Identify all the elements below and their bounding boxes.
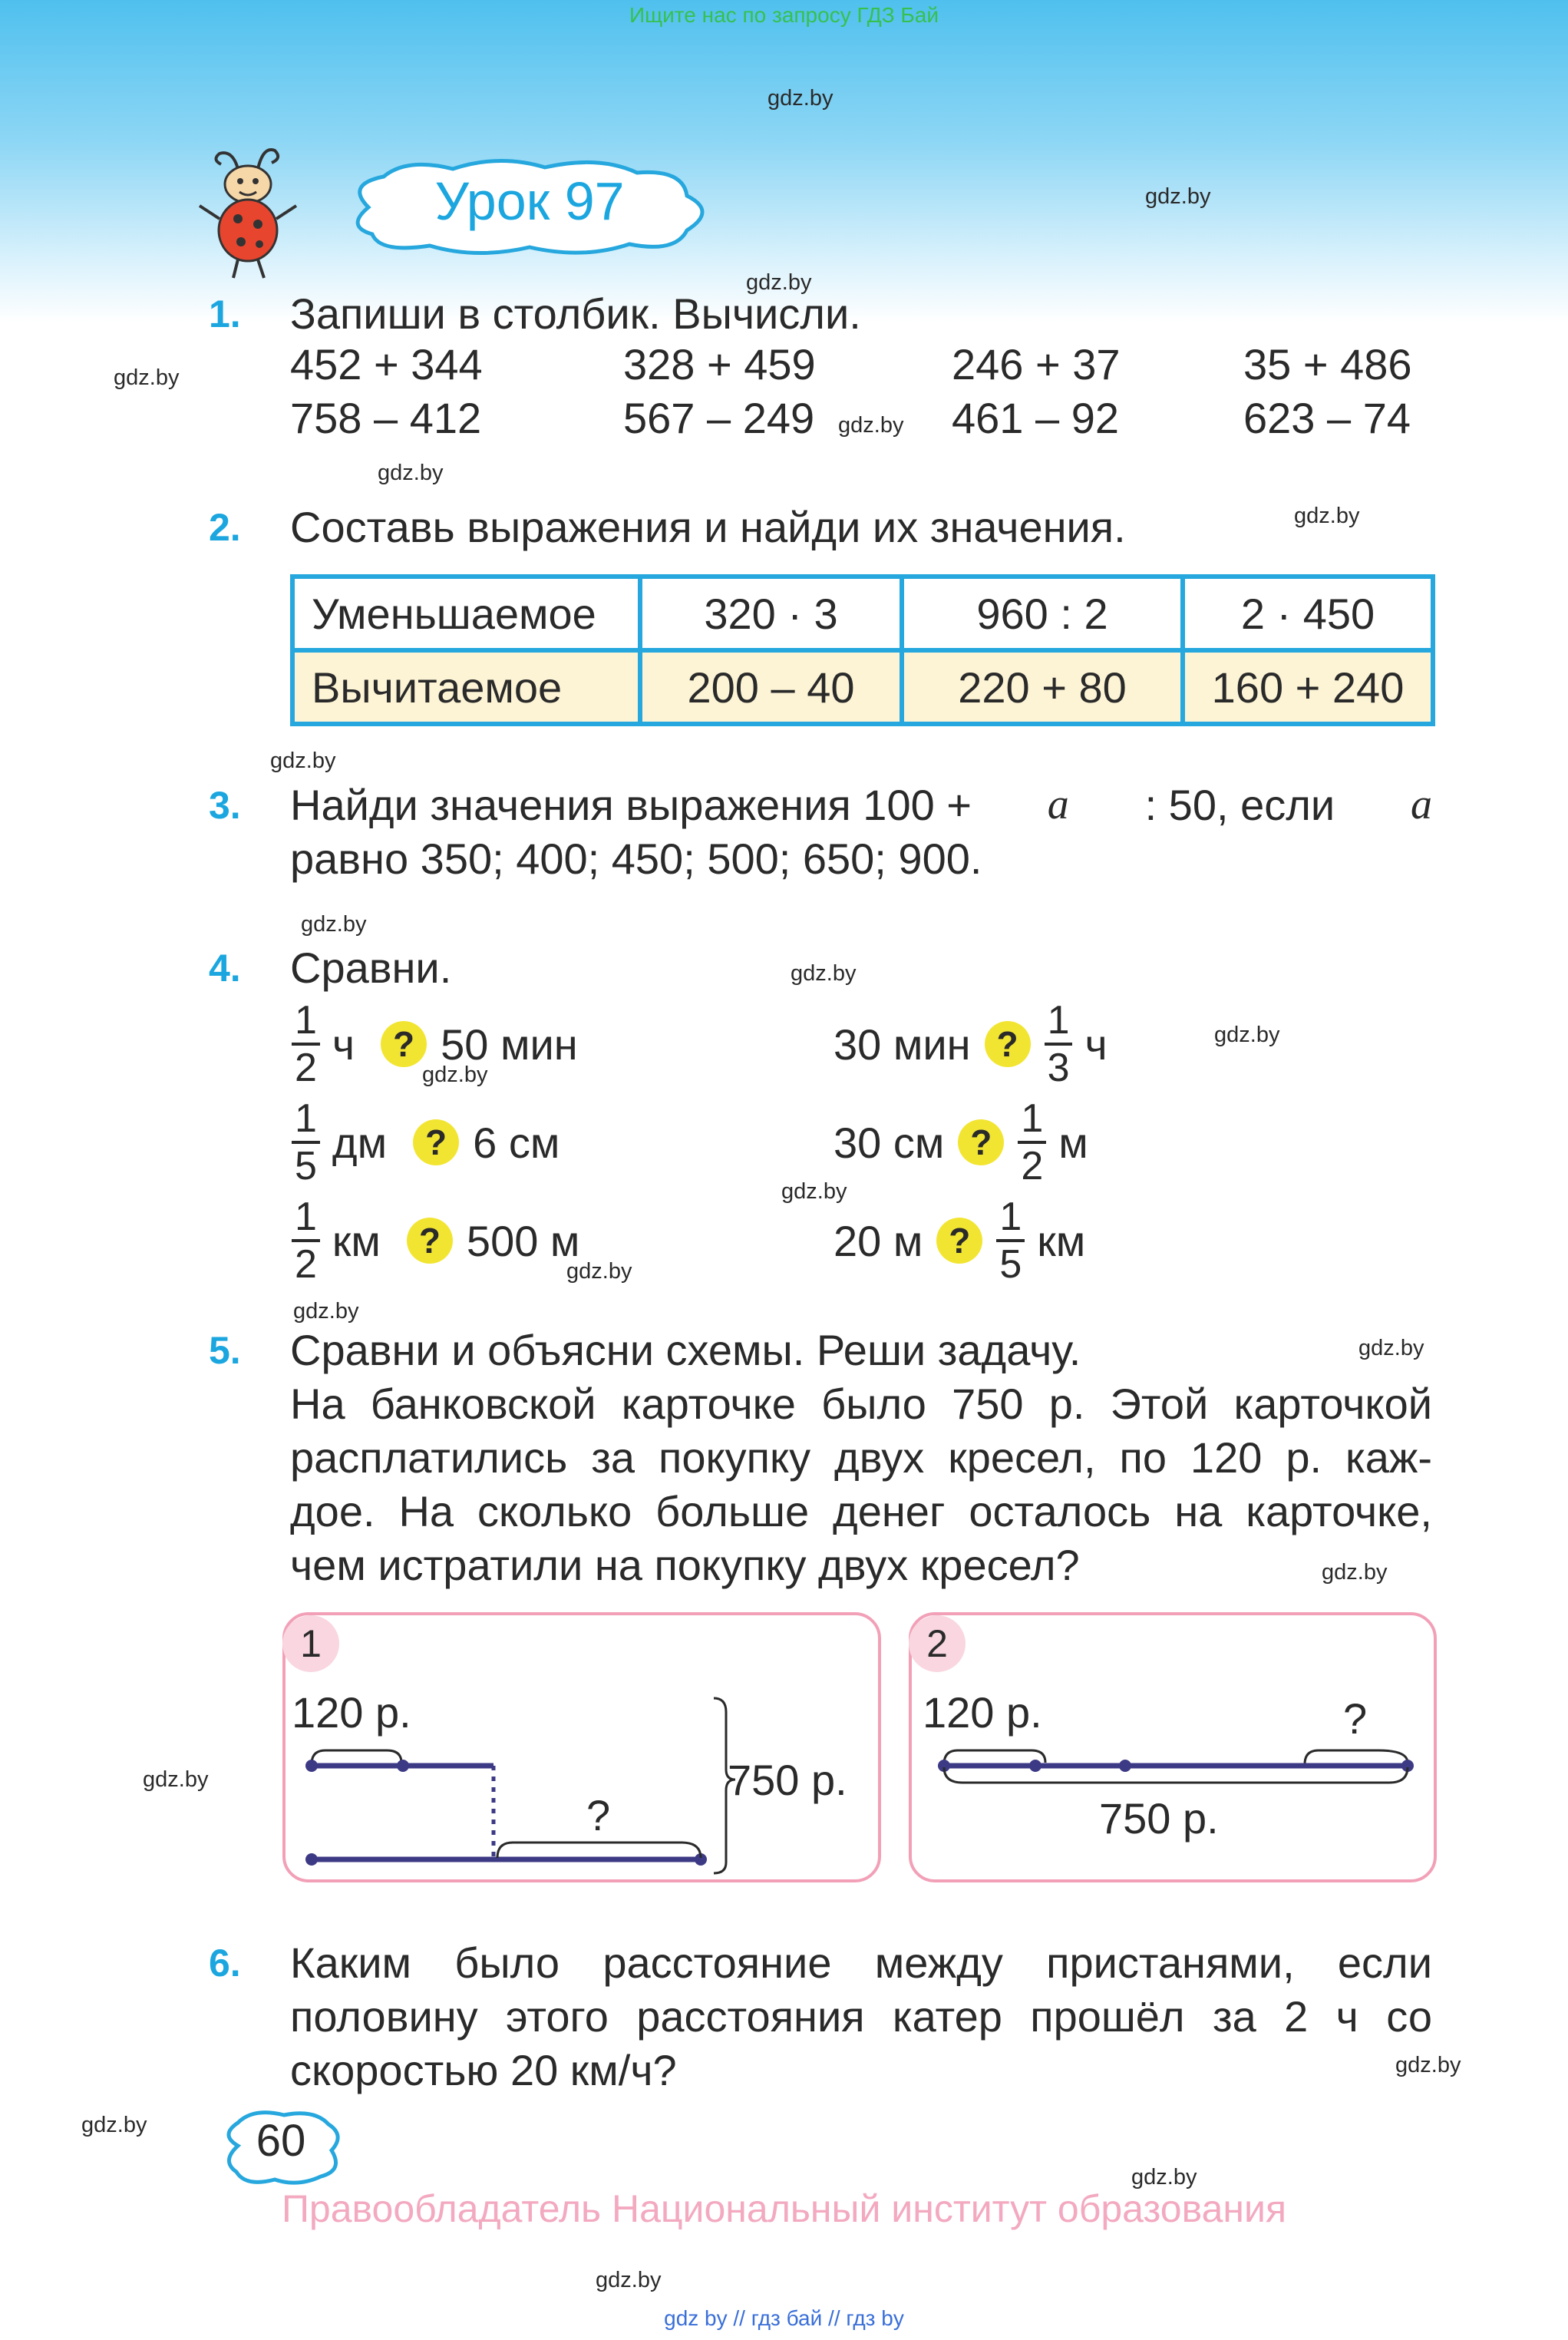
unit: ч — [1084, 1020, 1108, 1069]
expressions-table — [290, 574, 1435, 726]
watermark: gdz.by — [1322, 1560, 1388, 1585]
scheme-label: ? — [1343, 1694, 1368, 1743]
expression: 623 – 74 — [1243, 394, 1411, 442]
table-cell: 320 · 3 — [640, 577, 902, 650]
table-cell: 160 + 240 — [1183, 650, 1433, 724]
task-number: 3. — [209, 784, 241, 827]
variable-a: a — [1410, 781, 1432, 828]
watermark: gdz.by — [746, 270, 812, 295]
compare-row — [834, 1096, 1101, 1188]
table-header-cell: Вычитаемое — [292, 650, 640, 724]
expression: 35 + 486 — [1243, 340, 1412, 388]
watermark: gdz.by — [1395, 2053, 1461, 2077]
task-prompt: Составь выражения и найди их значения. — [290, 503, 1126, 551]
watermark: gdz.by — [378, 461, 444, 485]
ladybug-mascot-icon — [190, 138, 305, 284]
expression: 452 + 344 — [290, 340, 483, 388]
watermark: gdz.by — [781, 1179, 847, 1204]
task-number: 1. — [209, 292, 241, 335]
table-cell: 2 · 450 — [1183, 577, 1433, 650]
fraction: $\frac{1}{5}$ — [292, 1096, 320, 1188]
table-cell: 200 – 40 — [640, 650, 902, 724]
task-text-line: чем истратили на покупку двух кресел? — [290, 1541, 1080, 1589]
expression: 461 – 92 — [952, 394, 1119, 442]
unit: ч — [332, 1020, 355, 1069]
watermark: gdz.by — [1131, 2165, 1197, 2190]
watermark: gdz.by — [114, 365, 180, 390]
task-number: 2. — [209, 506, 241, 549]
footer-links[interactable]: gdz by // гдз бай // гдз by — [664, 2306, 904, 2330]
watermark: gdz.by — [1214, 1023, 1280, 1047]
scheme-label: ? — [586, 1791, 611, 1839]
scheme-number: 2 — [909, 1615, 966, 1672]
unit: км — [332, 1216, 381, 1265]
watermark: gdz.by — [767, 86, 834, 111]
page-number: 60 — [256, 2116, 306, 2166]
task-text-line: расплатились за покупку двух кресел, по 120 р. каж- — [290, 1433, 1432, 1482]
watermark: gdz.by — [293, 1299, 359, 1324]
lesson-title: Урок 97 — [434, 171, 625, 231]
compare-value: 30 см — [834, 1118, 945, 1167]
watermark: gdz.by — [1145, 184, 1211, 209]
fraction: $\frac{1}{2}$ — [1018, 1096, 1046, 1188]
expression: 328 + 459 — [623, 340, 816, 388]
variable-a: a — [1047, 781, 1069, 828]
task3-text: : 50, если — [1144, 781, 1335, 829]
task-number: 5. — [209, 1329, 241, 1372]
task-text-line: половину этого расстояния катер прошёл за 2 ч со — [290, 1992, 1432, 2041]
task3-text: Найди значения выражения 100 + — [290, 781, 972, 829]
unit: км — [1037, 1216, 1086, 1265]
fraction: $\frac{1}{5}$ — [996, 1195, 1025, 1287]
compare-question: ? — [958, 1119, 1004, 1165]
table-cell: 220 + 80 — [902, 650, 1183, 724]
task-prompt: Запиши в столбик. Вычисли. — [290, 289, 861, 338]
compare-question: ? — [413, 1119, 459, 1165]
watermark: gdz.by — [270, 749, 336, 773]
compare-value: 6 см — [473, 1118, 560, 1167]
scheme-1-diagram — [282, 1612, 881, 1881]
watermark: gdz.by — [596, 2268, 662, 2292]
compare-value: 30 мин — [834, 1020, 971, 1069]
watermark: gdz.by — [422, 1063, 488, 1087]
task-text-line: Сравни и объясни схемы. Реши задачу. — [290, 1326, 1081, 1374]
expression: 567 – 249 — [623, 394, 815, 442]
expression: 758 – 412 — [290, 394, 482, 442]
watermark: gdz.by — [81, 2113, 147, 2137]
compare-value: 20 м — [834, 1216, 923, 1265]
unit: дм — [332, 1118, 388, 1167]
unit: м — [1058, 1118, 1088, 1167]
scheme-label: 120 р. — [923, 1688, 1042, 1737]
compare-question: ? — [936, 1218, 982, 1264]
compare-question: ? — [985, 1021, 1031, 1067]
fraction: $\frac{1}{2}$ — [292, 1195, 320, 1287]
task3-line1 — [290, 780, 1432, 830]
compare-row — [292, 1096, 560, 1188]
expression: 246 + 37 — [952, 340, 1121, 388]
task-text-line: дое. На сколько больше денег осталось на карточке, — [290, 1487, 1432, 1535]
scheme-label: 120 р. — [292, 1688, 411, 1737]
task-number: 6. — [209, 1942, 241, 1985]
fraction: $\frac{1}{2}$ — [292, 998, 320, 1090]
task-text-line: Каким было расстояние между пристанями, если — [290, 1938, 1432, 1987]
task-text-line: скоростью 20 км/ч? — [290, 2046, 677, 2094]
watermark: gdz.by — [1358, 1336, 1424, 1360]
compare-row — [834, 1195, 1098, 1287]
top-search-note[interactable]: Ищите нас по запросу ГДЗ Бай — [629, 3, 939, 27]
task-number: 4. — [209, 947, 241, 990]
task3-line2: равно 350; 400; 450; 500; 650; 900. — [290, 835, 982, 883]
task-text-line: На банковской карточке было 750 р. Этой карточкой — [290, 1380, 1432, 1428]
watermark: gdz.by — [143, 1767, 209, 1792]
watermark: gdz.by — [791, 961, 857, 986]
watermark: gdz.by — [838, 413, 904, 438]
compare-question: ? — [381, 1021, 427, 1067]
watermark: gdz.by — [301, 912, 367, 937]
table-cell: 960 : 2 — [902, 577, 1183, 650]
scheme-number: 1 — [282, 1615, 339, 1672]
compare-row — [834, 998, 1120, 1090]
compare-value: 500 м — [466, 1216, 580, 1265]
scheme-2-diagram — [909, 1612, 1438, 1881]
copyright-holder: Правообладатель Национальный институт образования — [281, 2187, 1287, 2230]
compare-value: 50 мин — [441, 1020, 578, 1069]
compare-question: ? — [407, 1218, 453, 1264]
watermark: gdz.by — [1294, 504, 1360, 528]
task-prompt: Сравни. — [290, 944, 452, 992]
compare-row — [292, 998, 578, 1090]
watermark: gdz.by — [566, 1259, 632, 1284]
scheme-label: 750 р. — [728, 1756, 847, 1804]
table-header-cell: Уменьшаемое — [292, 577, 640, 650]
scheme-label: 750 р. — [1099, 1794, 1219, 1843]
fraction: $\frac{1}{3}$ — [1045, 998, 1073, 1090]
compare-row — [292, 1195, 579, 1287]
